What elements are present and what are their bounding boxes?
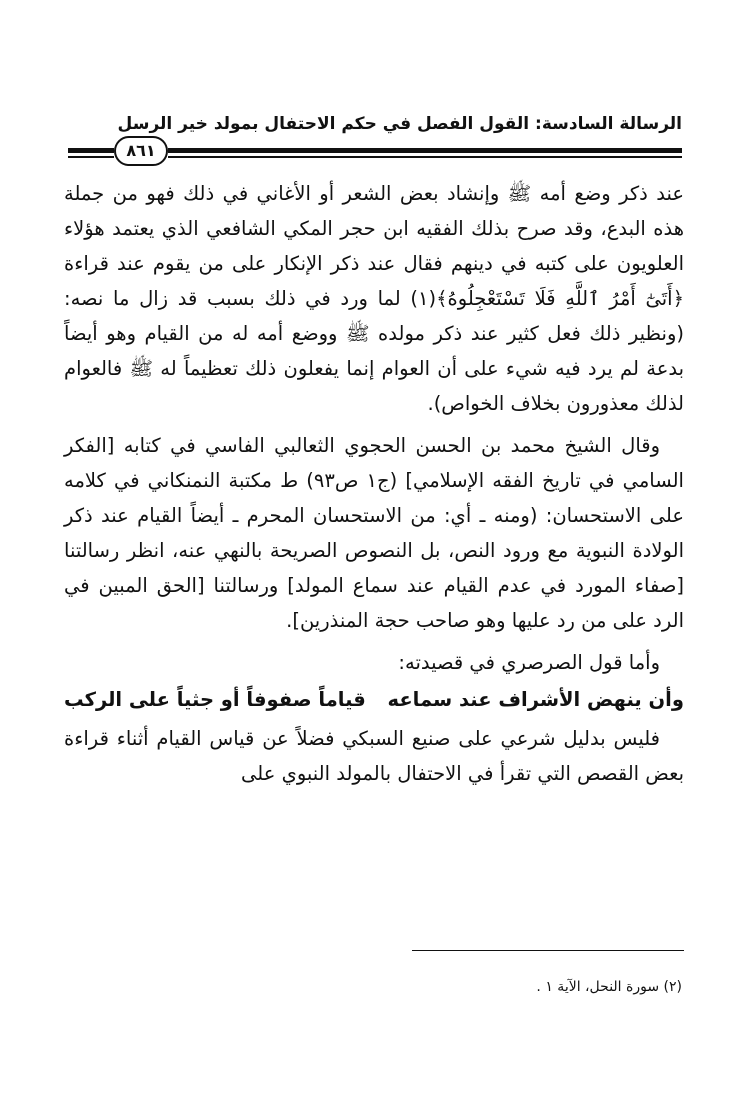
paragraph-gap (64, 421, 684, 428)
header-rule-thin (168, 156, 682, 158)
verse-second-hemistich: قياماً صفوفاً أو جثياً على الركب (64, 688, 366, 711)
header-rule-left-thin (68, 156, 114, 158)
body-text (64, 176, 684, 791)
paragraph-1: عند ذكر وضع أمه ﷺ وإنشاد بعض الشعر أو الأغاني في ذلك فهو من جملة هذه البدع، وقد صرح بذلك الفقيه ابن حجر المكي الشافعي الذي يعتمد هؤلاء العلويون على كتبه في دينهم فقال عند ذكر الإنكار على من يقوم عند قراءة ﴿أَتَىٰٓ أَمْرُ ٱللَّهِ فَلَا تَسْتَعْجِلُوهُ﴾(١) لما ورد في ذلك بسبب قد زال ما نصه: (ونظير ذلك فعل كثير عند ذكر مولده ﷺ ووضع أمه له من القيام وهو أيضاً بدعة لم يرد فيه شيء على أن العوام إنما يفعلون ذلك تعظيماً له ﷺ فالعوام لذلك معذورون بخلاف الخواص). (64, 182, 684, 415)
header-rule-thick (168, 148, 682, 153)
header-rule-left-thick (68, 148, 114, 153)
paragraph-3: وأما قول الصرصري في قصيدته: (398, 651, 660, 674)
verse-first-hemistich: وأن ينهض الأشراف عند سماعه (387, 688, 684, 711)
poem-verse (64, 682, 684, 717)
running-header-title: الرسالة السادسة: القول الفصل في حكم الاحتفال بمولد خير الرسل (117, 114, 682, 134)
footnote: (٢) سورة النحل، الآية ١ . (536, 979, 682, 995)
paragraph-2: وقال الشيخ محمد بن الحسن الحجوي الثعالبي الفاسي في كتابه [الفكر السامي في تاريخ الفقه الإسلامي] (ج١ ص٩٣) ط مكتبة النمنكاني في كلامه على الاستحسان: (ومنه ـ أي: من الاستحسان المحرم ـ أيضاً القيام عند ذكر الولادة النبوية مع ورود النص، بل النصوص الصريحة بالنهي عنه، انظر رسالتنا [صفاء المورد في عدم القيام عند سماع المولد] ورسالتنا [الحق المبين في الرد على من رد عليها وهو صاحب حجة المنذرين]. (64, 434, 684, 632)
paragraph-gap (64, 638, 684, 645)
page-number: ٨٦١ (114, 136, 168, 166)
footnote-rule (412, 950, 684, 951)
paragraph-4: فليس بدليل شرعي على صنيع السبكي فضلاً عن قياس القيام أثناء قراءة بعض القصص التي تقرأ في الاحتفال بالمولد النبوي على (64, 727, 684, 785)
